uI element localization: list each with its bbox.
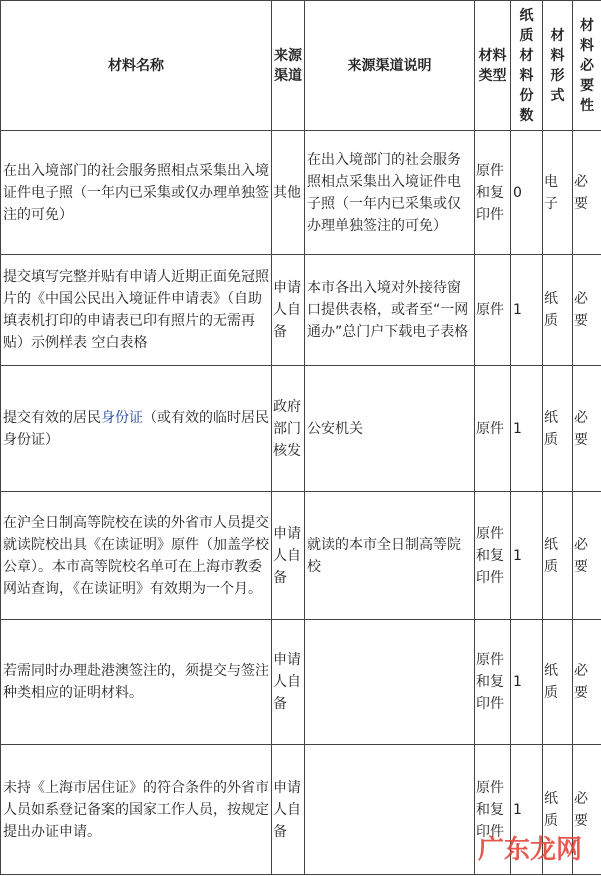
cell-source-desc: 就读的本市全日制高等院校 xyxy=(305,492,475,620)
cell-name: 在沪全日制高等院校在读的外省市人员提交就读院校出具《在读证明》原件（加盖学校公章）。本市高等院校名单可在上海市教委网站查询，《在读证明》有效期为一个月。 xyxy=(1,492,272,620)
id-card-link[interactable]: 身份证 xyxy=(101,409,143,426)
cell-source-desc xyxy=(305,745,475,875)
cell-copies: 1 xyxy=(511,255,543,366)
cell-source: 申请人自备 xyxy=(272,745,305,875)
table-row xyxy=(1,366,601,492)
cell-type: 原件和复印件 xyxy=(475,745,511,875)
cell-form: 纸质 xyxy=(543,366,573,492)
cell-name: 在出入境部门的社会服务照相点采集出入境证件电子照（一年内已采集或仅办理单独签注的可免） xyxy=(1,131,272,255)
cell-name: 提交填写完整并贴有申请人近期正面免冠照片的《中国公民出入境证件申请表》（自助填表机打印的申请表已印有照片的无需再贴）示例样表 空白表格 xyxy=(1,255,272,366)
table-row xyxy=(1,620,601,745)
cell-type: 原件和复印件 xyxy=(475,131,511,255)
cell-type: 原件 xyxy=(475,255,511,366)
cell-source: 申请人自备 xyxy=(272,620,305,745)
header-type: 材料类型 xyxy=(475,1,511,131)
cell-source-desc: 本市各出入境对外接待窗口提供表格，或者至“一网通办”总门户下载电子表格 xyxy=(305,255,475,366)
cell-name: 若需同时办理赴港澳签注的，须提交与签注种类相应的证明材料。 xyxy=(1,620,272,745)
name-text: 提交有效的居民 xyxy=(3,409,101,426)
cell-required: 必要 xyxy=(573,492,601,620)
cell-source-desc: 在出入境部门的社会服务照相点采集出入境证件电子照（一年内已采集或仅办理单独签注的可免） xyxy=(305,131,475,255)
cell-source: 申请人自备 xyxy=(272,492,305,620)
cell-copies: 1 xyxy=(511,620,543,745)
name-text: （或有效的临时居民身份证） xyxy=(3,409,269,448)
cell-source-desc xyxy=(305,620,475,745)
cell-copies: 1 xyxy=(511,366,543,492)
cell-copies: 0 xyxy=(511,131,543,255)
cell-copies: 1 xyxy=(511,745,543,875)
cell-form: 电子 xyxy=(543,131,573,255)
cell-required: 必要 xyxy=(573,745,601,875)
cell-type: 原件和复印件 xyxy=(475,620,511,745)
cell-required: 必要 xyxy=(573,255,601,366)
header-row xyxy=(1,1,601,131)
table-row xyxy=(1,255,601,366)
cell-name xyxy=(1,366,272,492)
cell-form: 纸质 xyxy=(543,745,573,875)
cell-required: 必要 xyxy=(573,620,601,745)
cell-source: 申请人自备 xyxy=(272,255,305,366)
cell-source-desc: 公安机关 xyxy=(305,366,475,492)
cell-type: 原件 xyxy=(475,366,511,492)
table-row xyxy=(1,131,601,255)
cell-form: 纸质 xyxy=(543,620,573,745)
header-copies: 纸质材料份数 xyxy=(511,1,543,131)
cell-copies: 1 xyxy=(511,492,543,620)
header-name: 材料名称 xyxy=(1,1,272,131)
cell-form: 纸质 xyxy=(543,492,573,620)
cell-source: 政府部门核发 xyxy=(272,366,305,492)
cell-source: 其他 xyxy=(272,131,305,255)
cell-form: 纸质 xyxy=(543,255,573,366)
table-row xyxy=(1,492,601,620)
cell-required: 必要 xyxy=(573,131,601,255)
header-source: 来源渠道 xyxy=(272,1,305,131)
header-required: 材料必要性 xyxy=(573,1,601,131)
header-form: 材料形式 xyxy=(543,1,573,131)
cell-name: 未持《上海市居住证》的符合条件的外省市人员如系登记备案的国家工作人员，按规定提出办证申请。 xyxy=(1,745,272,875)
watermark-logo: 广东龙网 xyxy=(478,835,583,865)
cell-required: 必要 xyxy=(573,366,601,492)
header-source-desc: 来源渠道说明 xyxy=(305,1,475,131)
cell-type: 原件和复印件 xyxy=(475,492,511,620)
